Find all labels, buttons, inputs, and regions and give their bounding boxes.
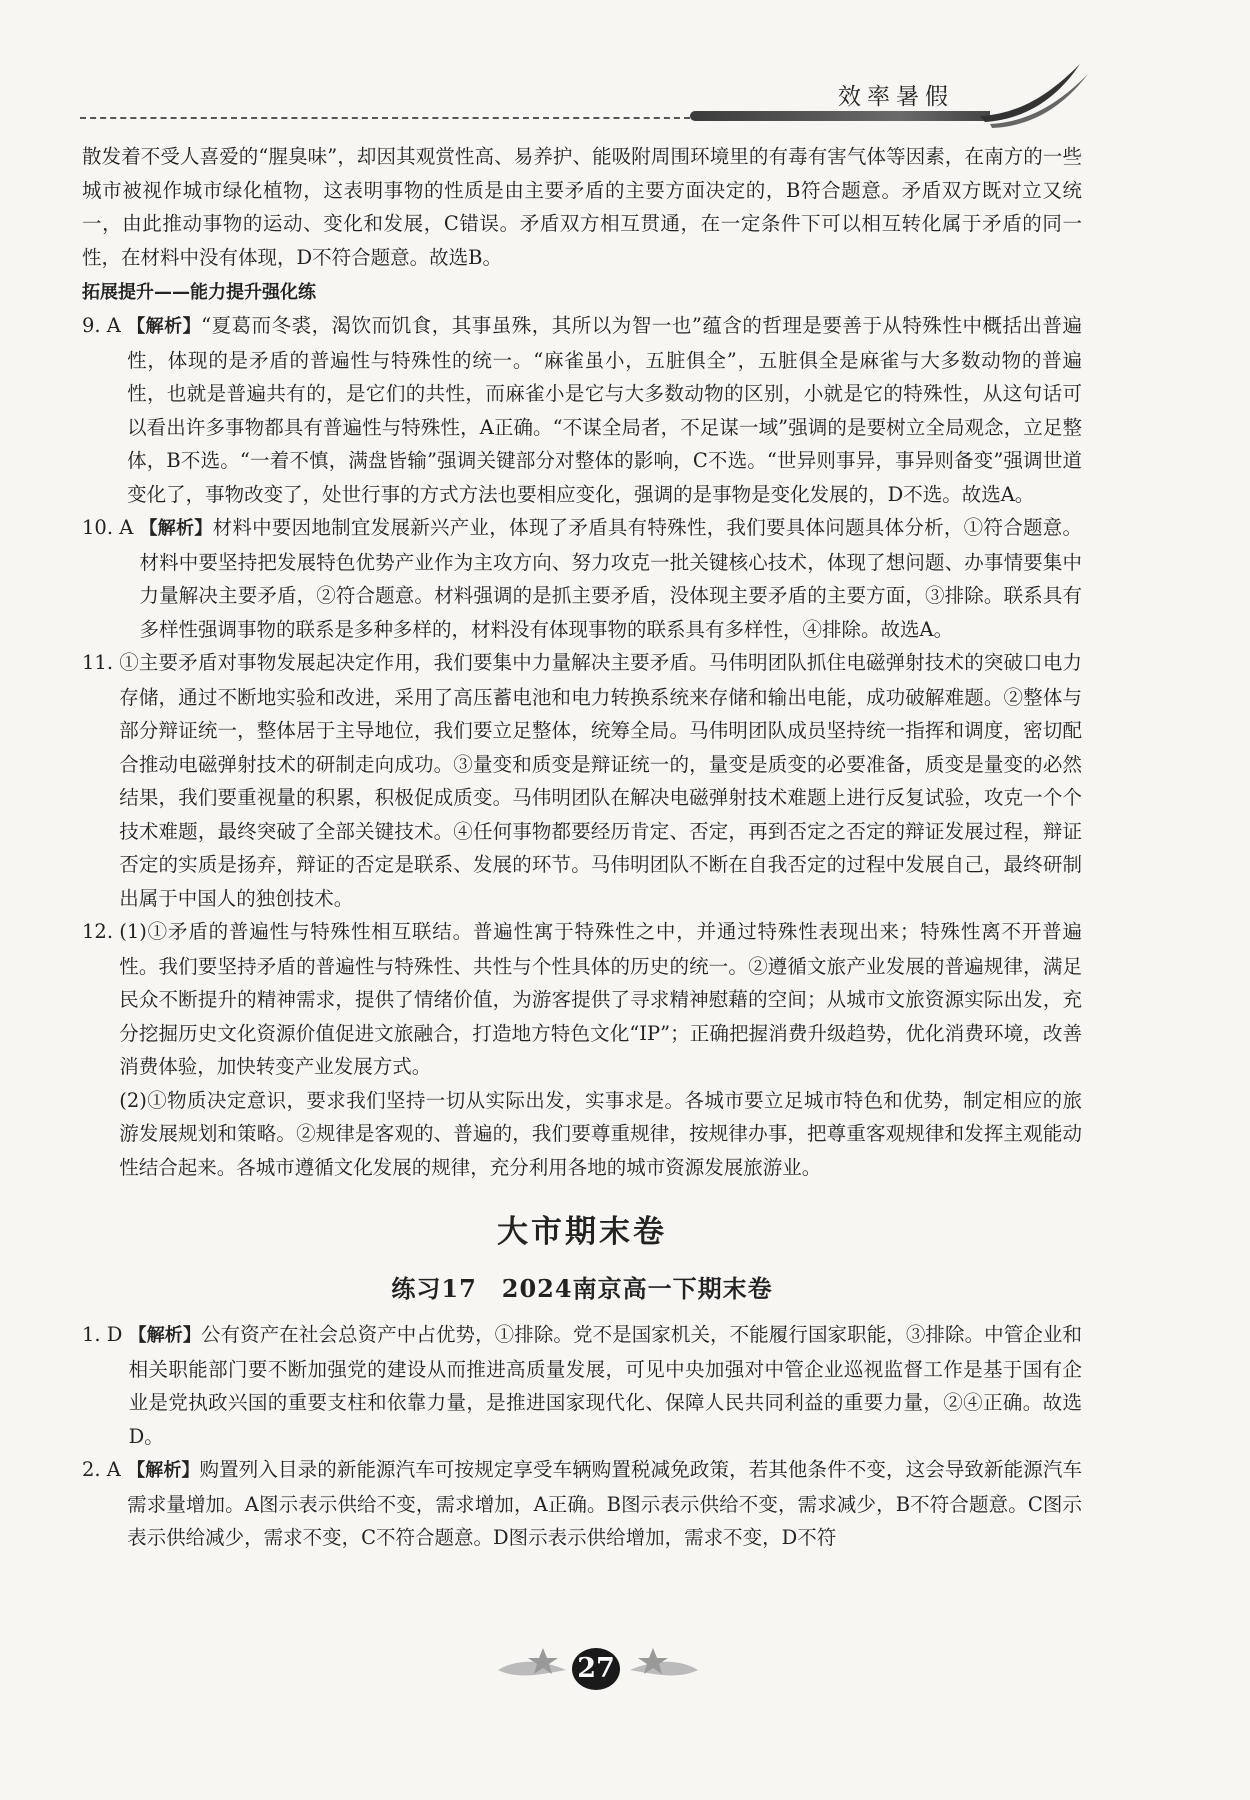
header-dashed-rule bbox=[80, 117, 690, 119]
item-number: 11. bbox=[82, 651, 120, 674]
item-text: 公有资产在社会总资产中占优势，①排除。党不是国家机关，不能履行国家职能，③排除。中管企业和相关职能部门要不断加强党的建设从而推进高质量发展，可见中央加强对中管企业巡视监督工作是基于国有企业是党执政兴国的重要支柱和依靠力量，是推进国家现代化、保障人民共同利益的重要力量，②④正确。故选D。 bbox=[128, 1323, 1082, 1448]
item-text: (1)①矛盾的普遍性与特殊性相互联结。普遍性寓于特殊性之中，并通过特殊性表现出来；特殊性离不开普遍性。我们要坚持矛盾的普遍性与特殊性、共性与个性具体的历史的统一。②遵循文旅产业发展的普遍规律，满足民众不断提升的精神需求，提供了情绪价值，为游客提供了寻求精神慰藉的空间；从城市文旅资源实际出发，充分挖掘历史文化资源价值促进文旅融合，打造地方特色文化“IP”；正确把握消费升级趋势，优化消费环境，改善消费体验，加快转变产业发展方式。 bbox=[119, 920, 1082, 1078]
page-footer bbox=[488, 1640, 708, 1700]
page-number: 27 bbox=[572, 1648, 620, 1690]
item-text: ①主要矛盾对事物发展起决定作用，我们要集中力量解决主要矛盾。马伟明团队抓住电磁弹射技术的突破口电力存储，通过不断地实验和改进，采用了高压蓄电池和电力转换系统来存储和输出电能，成功破解难题。②整体与部分辩证统一，整体居于主导地位，我们要立足整体，统筹全局。马伟明团队成员坚持统一指挥和调度，密切配合推动电磁弹射技术的研制走向成功。③量变和质变是辩证统一的，量变是质变的必要准备，质变是量变的必然结果，我们要重视量的积累，积极促成质变。马伟明团队在解决电磁弹射技术难题上进行反复试验，攻克一个个技术难题，最终突破了全部关键技术。④任何事物都要经历肯定、否定，再到否定之否定的辩证发展过程，辩证否定的实质是扬弃，辩证的否定是联系、发展的环节。马伟明团队不断在自我否定的过程中发展自己，最终研制出属于中国人的独创技术。 bbox=[119, 651, 1082, 910]
header-swoosh-icon bbox=[980, 64, 1090, 134]
item-12-part-2: (2)①物质决定意识，要求我们坚持一切从实际出发，实事求是。各城市要立足城市特色和优势，制定相应的旅游发展规划和策略。②规律是客观的、普遍的，我们要尊重规律，按规律办事，把尊重客观规律和发挥主观能动性结合起来。各城市遵循文化发展的规律，充分利用各地的城市资源发展旅游业。 bbox=[119, 1088, 1082, 1179]
answer-item-9 bbox=[82, 309, 1082, 511]
item-text: 购置列入目录的新能源汽车可按规定享受车辆购置税减免政策，若其他条件不变，这会导致新能源汽车需求量增加。A图示表示供给不变，需求增加，A正确。B图示表示供给不变，需求减少，B不符合题意。C图示表示供给减少，需求不变，C不符合题意。D图示表示供给增加，需求不变，D不符 bbox=[127, 1458, 1082, 1549]
item-text: “夏葛而冬裘，渴饮而饥食，其事虽殊，其所以为智一也”蕴含的哲理是要善于从特殊性中概括出普遍性，体现的是矛盾的普遍性与特殊性的统一。“麻雀虽小，五脏俱全”，五脏俱全是麻雀与大多数动物的普遍性，也就是普遍共有的，是它们的共性，而麻雀小是它与大多数动物的区别，小就是它的特殊性，从这句话可以看出许多事物都具有普遍性与特殊性，A正确。“不谋全局者，不足谋一域”强调的是要树立全局观念，立足整体，B不选。“一着不慎，满盘皆输”强调关键部分对整体的影响，C不选。“世异则事异，事异则备变”强调世道变化了，事物改变了，处世行事的方式方法也要相应变化，强调的是事物是变化发展的，D不选。故选A。 bbox=[127, 314, 1082, 506]
analysis-tag: 【解析】 bbox=[128, 1325, 201, 1346]
analysis-tag: 【解析】 bbox=[127, 316, 202, 337]
analysis-tag: 【解析】 bbox=[139, 518, 213, 539]
item-number: 1. D bbox=[82, 1323, 129, 1346]
answer-item-11 bbox=[82, 646, 1082, 915]
item-number: 9. A bbox=[82, 314, 128, 337]
intro-paragraph: 散发着不受人喜爱的“腥臭味”，却因其观赏性高、易养护、能吸附周围环境里的有毒有害气体等因素，在南方的一些城市被视作城市绿化植物，这表明事物的性质是由主要矛盾的主要方面决定的，B符合题意。矛盾双方既对立又统一，由此推动事物的运动、变化和发展，C错误。矛盾双方相互贯通，在一定条件下可以相互转化属于矛盾的同一性，在材料中没有体现，D不符合题意。故选B。 bbox=[82, 145, 1082, 269]
answer-item-12 bbox=[82, 915, 1082, 1184]
answer-item-10 bbox=[82, 511, 1082, 646]
analysis-tag: 【解析】 bbox=[127, 1460, 200, 1481]
exam-section-title: 大市期末卷 bbox=[497, 1214, 667, 1250]
answer-content bbox=[82, 140, 1082, 1555]
item-number: 12. bbox=[82, 920, 120, 943]
answer-item-1 bbox=[82, 1318, 1082, 1453]
answer-item-2 bbox=[82, 1453, 1082, 1555]
item-number: 10. A bbox=[82, 516, 140, 539]
header-brand: 效率暑假 bbox=[838, 84, 954, 110]
header-bar bbox=[690, 111, 990, 121]
item-number: 2. A bbox=[82, 1458, 128, 1481]
section-heading: 拓展提升——能力提升强化练 bbox=[82, 282, 316, 303]
item-text: 材料中要因地制宜发展新兴产业，体现了矛盾具有特殊性，我们要具体问题具体分析，①符合题意。材料中要坚持把发展特色优势产业作为主攻方向、努力攻克一批关键核心技术，体现了想问题、办事情要集中力量解决主要矛盾，②符合题意。材料强调的是抓主要矛盾，没体现主要矛盾的主要方面，③排除。联系具有多样性强调事物的联系是多种多样的，材料没有体现事物的联系具有多样性，④排除。故选A。 bbox=[139, 516, 1082, 641]
exercise-title: 练习17 2024南京高一下期末卷 bbox=[391, 1274, 773, 1303]
